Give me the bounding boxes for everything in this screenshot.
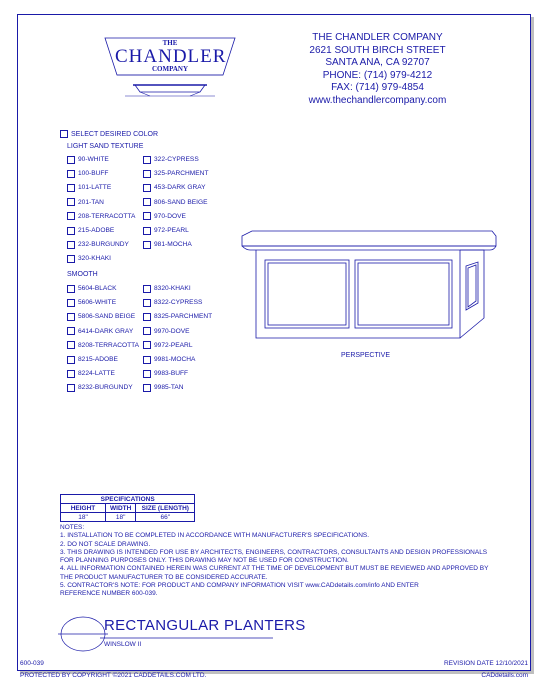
- notes-block: [60, 524, 500, 599]
- notes-heading: NOTES:: [60, 524, 85, 531]
- select-color-header: [60, 130, 158, 138]
- color-option-label: 9981-MOCHA: [154, 356, 196, 363]
- color-option-label: 9985-TAN: [154, 384, 184, 392]
- color-option-label: 5604-BLACK: [78, 285, 117, 292]
- color-option[interactable]: [143, 355, 195, 364]
- color-option[interactable]: [143, 298, 202, 307]
- color-option[interactable]: [67, 383, 133, 392]
- color-option[interactable]: [67, 284, 117, 293]
- color-option[interactable]: [67, 155, 109, 164]
- color-option[interactable]: [143, 183, 206, 192]
- logo-line-chandler: CHANDLER: [115, 46, 227, 67]
- color-option-label: 8208-TERRACOTTA: [78, 341, 140, 349]
- color-option[interactable]: [67, 369, 115, 378]
- color-option[interactable]: [143, 226, 189, 235]
- color-checkbox[interactable]: [143, 341, 151, 349]
- color-checkbox[interactable]: [67, 313, 75, 321]
- color-option-label: 9983-BUFF: [154, 370, 189, 378]
- color-checkbox[interactable]: [67, 170, 75, 178]
- color-option-label: 90-WHITE: [78, 156, 109, 163]
- color-checkbox[interactable]: [67, 241, 75, 249]
- color-checkbox[interactable]: [143, 156, 151, 164]
- color-option-label: 8320-KHAKI: [154, 285, 191, 292]
- perspective-label: PERSPECTIVE: [341, 352, 391, 359]
- color-checkbox[interactable]: [67, 184, 75, 192]
- color-option-label: 208-TERRACOTTA: [78, 212, 136, 220]
- color-checkbox[interactable]: [143, 198, 151, 206]
- color-checkbox[interactable]: [67, 299, 75, 307]
- specifications-table: [60, 494, 195, 522]
- color-option-label: 100-BUFF: [78, 170, 109, 178]
- color-checkbox[interactable]: [143, 184, 151, 192]
- select-color-checkbox[interactable]: [60, 130, 68, 138]
- color-checkbox[interactable]: [143, 370, 151, 378]
- color-checkbox[interactable]: [143, 212, 151, 220]
- color-option[interactable]: [143, 312, 212, 321]
- color-option[interactable]: [67, 312, 135, 321]
- note-line: THE PRODUCT MANUFACTURER TO BE CONSIDERED ACCURATE.: [60, 573, 268, 581]
- color-option[interactable]: [67, 183, 111, 192]
- note-line: 4. ALL INFORMATION CONTAINED HEREIN WAS CURRENT AT THE TIME OF DEVELOPMENT BUT MUST BE REVIEWED AND APPROVED BY: [60, 565, 489, 573]
- company-street: 2621 SOUTH BIRCH STREET: [309, 44, 446, 56]
- color-option-label: 8325-PARCHMENT: [154, 313, 213, 321]
- color-checkbox[interactable]: [67, 341, 75, 349]
- color-checkbox[interactable]: [67, 212, 75, 220]
- color-checkbox[interactable]: [67, 198, 75, 206]
- color-option-label: 8322-CYPRESS: [154, 299, 203, 307]
- color-option-label: 972-PEARL: [154, 227, 189, 234]
- color-checkbox[interactable]: [67, 285, 75, 293]
- note-line: FOR PLANNING PURPOSES ONLY. THIS DRAWING MAY NOT BE USED FOR CONSTRUCTION.: [60, 557, 349, 565]
- planter-perspective-drawing: [238, 228, 500, 348]
- color-option[interactable]: [143, 155, 199, 164]
- color-checkbox[interactable]: [67, 327, 75, 335]
- company-website[interactable]: www.thechandlercompany.com: [308, 94, 447, 106]
- reference-number: 600-039: [20, 660, 44, 667]
- color-option-label: 6414-DARK GRAY: [78, 327, 134, 335]
- color-checkbox[interactable]: [143, 327, 151, 335]
- color-option[interactable]: [67, 240, 129, 249]
- color-option-label: 9970-DOVE: [154, 327, 190, 335]
- color-checkbox[interactable]: [143, 170, 151, 178]
- color-option-label: 322-CYPRESS: [154, 156, 199, 163]
- copyright-notice: PROTECTED BY COPYRIGHT ©2021 CADDETAILS.COM LTD.: [20, 672, 207, 679]
- color-checkbox[interactable]: [67, 356, 75, 364]
- color-checkbox[interactable]: [67, 156, 75, 164]
- color-option-label: 325-PARCHMENT: [154, 170, 209, 178]
- color-option-label: 8224-LATTE: [78, 370, 115, 378]
- company-city: SANTA ANA, CA 92707: [325, 57, 430, 68]
- color-checkbox[interactable]: [143, 241, 151, 249]
- color-checkbox[interactable]: [67, 227, 75, 235]
- color-option-label: 5606-WHITE: [78, 299, 117, 307]
- color-checkbox[interactable]: [143, 384, 151, 392]
- company-name: THE CHANDLER COMPANY: [312, 32, 443, 43]
- spec-header-length: SIZE (LENGTH): [136, 504, 195, 513]
- company-fax: FAX: (714) 979-4854: [331, 82, 424, 93]
- logo-line-the: THE: [162, 39, 178, 47]
- color-checkbox[interactable]: [143, 356, 151, 364]
- color-option[interactable]: [67, 226, 114, 235]
- color-checkbox[interactable]: [143, 313, 151, 321]
- color-option-label: 215-ADOBE: [78, 227, 115, 234]
- color-option-label: 8215-ADOBE: [78, 356, 118, 363]
- revision-date: REVISION DATE 12/10/2021: [443, 660, 528, 667]
- company-phone: PHONE: (714) 979-4212: [322, 69, 433, 81]
- spec-value-height: 18": [61, 513, 106, 522]
- caddetails-link[interactable]: CADdetails.com: [481, 672, 528, 679]
- color-checkbox[interactable]: [67, 384, 75, 392]
- light-sand-label: LIGHT SAND TEXTURE: [67, 143, 144, 150]
- color-option-label: 8232-BURGUNDY: [78, 384, 133, 392]
- color-checkbox[interactable]: [143, 299, 151, 307]
- note-line: 2. DO NOT SCALE DRAWING.: [60, 540, 151, 548]
- color-option[interactable]: [143, 240, 192, 249]
- note-line: 1. INSTALLATION TO BE COMPLETED IN ACCORDANCE WITH MANUFACTURER'S SPECIFICATIONS.: [60, 532, 370, 540]
- color-option-label: 981-MOCHA: [154, 241, 192, 249]
- spec-title: SPECIFICATIONS: [61, 495, 195, 504]
- drawing-title: RECTANGULAR PLANTERS: [104, 617, 306, 634]
- smooth-label: SMOOTH: [67, 271, 98, 278]
- color-option[interactable]: [67, 169, 108, 178]
- color-option[interactable]: [67, 355, 118, 364]
- color-option-label: 806-SAND BEIGE: [154, 198, 208, 206]
- spec-header-width: WIDTH: [106, 504, 136, 513]
- color-checkbox[interactable]: [143, 227, 151, 235]
- color-option[interactable]: [143, 383, 184, 392]
- spec-value-length: 66": [136, 513, 195, 522]
- color-option[interactable]: [143, 341, 193, 350]
- logo-line-company: COMPANY: [151, 65, 189, 73]
- spec-value-width: 18": [106, 513, 136, 522]
- color-option[interactable]: [67, 198, 104, 207]
- note-line: 3. THIS DRAWING IS INTENDED FOR USE BY ARCHITECTS, ENGINEERS, CONTRACTORS, CONSULTANTS AND DESIGN PROFESSIONALS: [60, 548, 488, 556]
- color-option[interactable]: [143, 327, 190, 336]
- color-option-label: 9972-PEARL: [154, 341, 193, 349]
- note-line: REFERENCE NUMBER 600-039.: [60, 590, 158, 598]
- spec-header-height: HEIGHT: [61, 504, 106, 513]
- color-option[interactable]: [143, 369, 188, 378]
- logo-text: [115, 40, 225, 73]
- color-option[interactable]: [67, 341, 139, 350]
- color-option-label: 232-BURGUNDY: [78, 241, 129, 249]
- color-checkbox[interactable]: [143, 285, 151, 293]
- color-option-label: 320-KHAKI: [78, 255, 111, 263]
- color-option[interactable]: [67, 212, 135, 221]
- color-option[interactable]: [67, 254, 111, 263]
- color-option[interactable]: [143, 284, 191, 293]
- color-option[interactable]: [67, 327, 133, 336]
- color-option-label: 970-DOVE: [154, 212, 186, 220]
- color-option-label: 201-TAN: [78, 198, 104, 206]
- company-address-block: [290, 32, 465, 107]
- color-option[interactable]: [143, 169, 208, 178]
- note-line: 5. CONTRACTOR'S NOTE: FOR PRODUCT AND COMPANY INFORMATION VISIT www.CADdetails.com/info AND ENTER: [60, 582, 419, 590]
- color-checkbox[interactable]: [67, 255, 75, 263]
- color-option[interactable]: [67, 298, 116, 307]
- color-option[interactable]: [143, 212, 186, 221]
- select-color-label: SELECT DESIRED COLOR: [71, 130, 159, 138]
- color-option-label: 101-LATTE: [78, 184, 112, 192]
- color-option[interactable]: [143, 198, 208, 207]
- color-checkbox[interactable]: [67, 370, 75, 378]
- color-option-label: 453-DARK GRAY: [154, 184, 206, 192]
- model-name: WINSLOW II: [104, 641, 142, 648]
- color-option-label: 5806-SAND BEIGE: [78, 313, 136, 321]
